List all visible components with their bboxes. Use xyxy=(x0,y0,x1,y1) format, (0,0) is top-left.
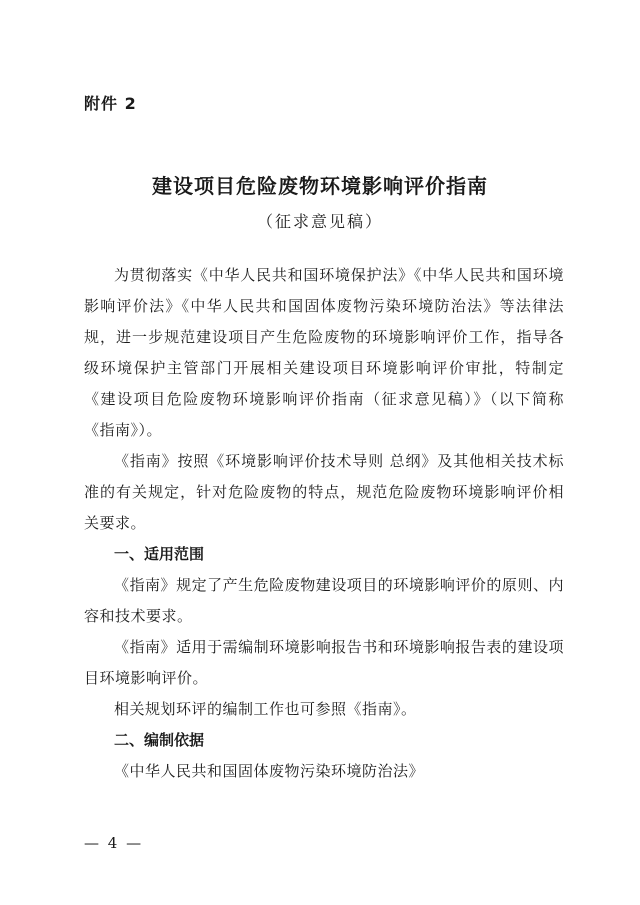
scope-paragraph: 《指南》规定了产生危险废物建设项目的环境影响评价的原则、内容和技术要求。 xyxy=(84,576,564,625)
intro-paragraph: 《指南》按照《环境影响评价技术导则 总纲》及其他相关技术标准的有关规定，针对危险废物的特点，规范危险废物环境影响评价相关要求。 xyxy=(84,452,564,532)
page-number: — 4 — xyxy=(84,834,144,852)
scope-paragraph: 相关规划环评的编制工作也可参照《指南》。 xyxy=(114,700,417,718)
document-subtitle: （征求意见稿） xyxy=(256,212,383,231)
attachment-label: 附件 2 xyxy=(84,94,137,113)
document-body xyxy=(84,260,564,787)
scope-paragraph: 《指南》适用于需编制环境影响报告书和环境影响报告表的建设项目环境影响评价。 xyxy=(84,638,564,687)
section-heading-basis: 二、编制依据 xyxy=(114,731,205,749)
section-heading-scope: 一、适用范围 xyxy=(114,545,205,563)
basis-paragraph: 《中华人民共和国固体废物污染环境防治法》 xyxy=(114,762,425,780)
intro-paragraph: 为贯彻落实《中华人民共和国环境保护法》《中华人民共和国环境影响评价法》《中华人民共和国固体废物污染环境防治法》等法律法规，进一步规范建设项目产生危险废物的环境影响评价工作，指导各级环境保护主管部门开展相关建设项目环境影响评价审批，特制定《建设项目危险废物环境影响评价指南（征求意见稿）》（以下简称《指南》）。 xyxy=(84,266,564,439)
document-title: 建设项目危险废物环境影响评价指南 xyxy=(152,174,488,198)
